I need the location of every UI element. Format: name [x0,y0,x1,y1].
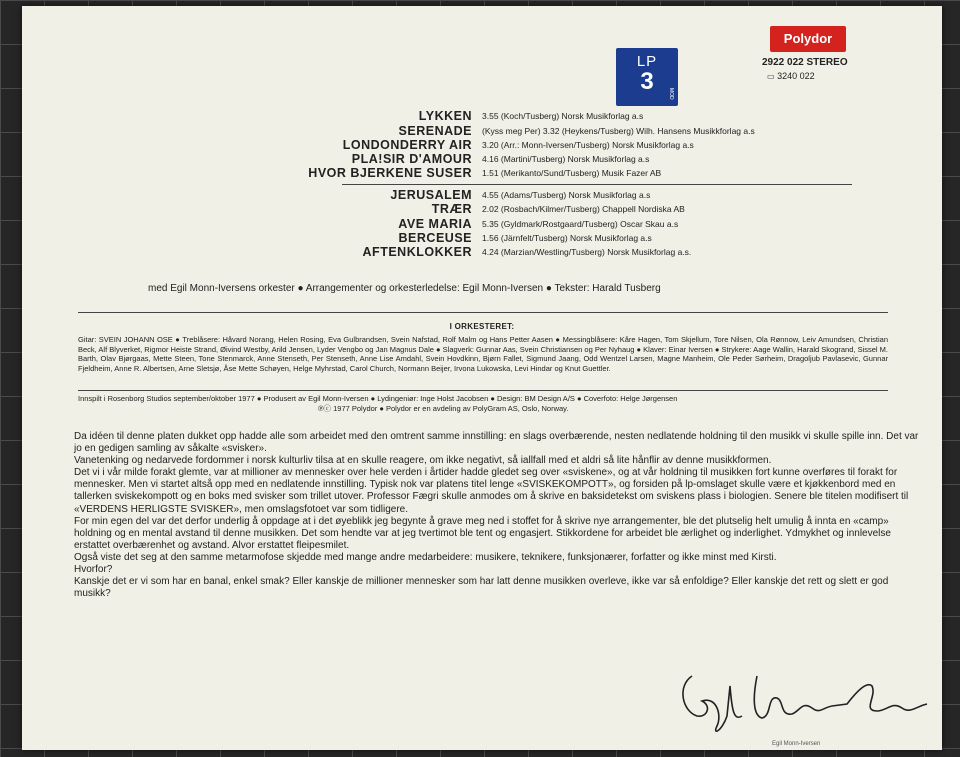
production-line: Innspilt i Rosenborg Studios september/oktober 1977 ● Produsert av Egil Monn-Iversen ● Lydingeniør: Inge Holst Jacobsen ● Design: BM Design A/S ● Coverfoto: Helge Jørgensen [78,394,678,403]
track-title: JERUSALEM [390,188,472,202]
liner-paragraph: For min egen del var det derfor underlig å oppdage at i det øyeblikk jeg begynte å grave meg ned i stoffet for å skrive nye arrangementer, ble det plutselig helt umulig å innta en «camp» holdning og en mental avstand til denne musikken. Det som hendte var at jeg tvertimot ble tent og engasjert. Stikkordene for arbeidet ble ærlighet og inderlighet. Ydmykhet og innlevelse erstattet overbærenhet og avstand. Alvor erstattet fleipesmilet. [74,515,891,551]
track-title: TRÆR [431,202,472,216]
track-title: LONDONDERRY AIR [342,138,472,152]
track-row [22,152,942,167]
liner-paragraph: Hvorfor? [74,564,113,576]
orchestra-members: Gitar: SVEIN JOHANN OSE ● Treblåsere: Håvard Norang, Helen Rosing, Eva Gulbrandsen, Svein Nafstad, Rolf Malm og Hans Petter Aasen ● Messingblåsere: Kåre Hagen, Tom Skjellum, Tore Nilsen, Ola Rønnow, Leiv Amundsen, Christian Beck, Alf Blyverket, Rigmor Heiste Strand, Øivind Westby, Arild Jensen, Lyder Vengbo og Jan Magnus Dale ● Slagverk: Gunnar Aas, Svein Christiansen og Per Nyhaug ● Klaver: Einar Iversen ● Strykere: Aage Wallin, Harald Skogrand, Sissel M. Barth, Olav Bjørgaas, Mette Steen, Tone Stenmarck, Anne Stenseth, Per Stenseth, Anne Lise Amdahl, Svein Hovdkinn, Bjørn Fallet, Sigmund Jaang, Odd Wentzel Larsen, Magne Manheim, Ole Peder Sørheim, Dragoljub Pavlasevic, Gunnar Fjeldheim, Anne R. Albertsen, Arne Sletsjø, Åse Mette Schøyen, Helge Myhrstad, Carol Church, Normann Beijer, Irvona Lukowska, Levi Hindar og Knut Guettler. [78,335,888,373]
catalog-number: 2922 022 STEREO [762,57,848,68]
track-info: 4.16 (Martini/Tusberg) Norsk Musikforlag a.s [482,154,650,164]
track-row [22,231,942,246]
track-info: 3.55 (Koch/Tusberg) Norsk Musikforlag a.s [482,111,644,121]
track-title: SERENADE [398,124,472,138]
lp-badge [616,48,678,106]
track-row [22,217,942,232]
track-title: BERCEUSE [398,231,472,245]
track-title: HVOR BJERKENE SUSER [308,166,472,180]
cassette-icon: ▭ [767,72,775,81]
lp-badge-number: 3 [640,68,654,95]
track-info: 1.56 (Järnfelt/Tusberg) Norsk Musikforlag a.s [482,233,652,243]
orchestra-heading: I ORKESTERET: [449,322,515,331]
track-info: 5.35 (Gyldmark/Rostgaard/Tusberg) Oscar Skau a.s [482,219,679,229]
liner-paragraph: Vanetenking og nedarvede fordommer i norsk kulturliv tilsa at en skulle reagere, om ikke negativt, så iallfall med et aldri så lite hånflir av denne musikkformen. [74,455,772,467]
side-divider [342,184,852,185]
track-row [22,124,942,139]
handwritten-signature [672,656,932,746]
liner-paragraph: Også viste det seg at den samme metarmofose skjedde med mange andre medarbeidere: musikere, teknikere, funksjonærer, forfatter og ikke minst med Kirsti. [74,551,777,563]
section-divider [78,312,888,313]
track-info: 3.20 (Arr.: Monn-Iversen/Tusberg) Norsk Musikforlag a.s [482,140,694,150]
lp-badge-text: LP [636,53,658,70]
track-row [22,109,942,124]
liner-paragraph: Kanskje det er vi som har en banal, enkel smak? Eller kanskje de millioner mennesker som har latt denne musikken overleve, ikke var så enfoldige? Eller kanskje det rett og slett er god musikk? [74,576,889,600]
cassette-number-text: 3240 022 [777,71,815,81]
track-info: 1.51 (Merikanto/Sund/Tusberg) Musik Fazer AB [482,168,662,178]
track-title: PLA!SIR D'AMOUR [351,152,472,166]
credits-line: med Egil Monn-Iversens orkester ● Arrangementer og orkesterledelse: Egil Monn-Iversen ● Tekster: Harald Tusberg [148,283,661,294]
track-row [22,166,942,181]
track-info: (Kyss meg Per) 3.32 (Heykens/Tusberg) Wilh. Hansens Musikkforlag a.s [482,126,755,136]
track-info: 2.02 (Rosbach/Kilmer/Tusberg) Chappell Nordiska AB [482,204,685,214]
track-title: AFTENKLOKKER [362,245,472,259]
track-row [22,245,942,260]
liner-paragraph: Da idéen til denne platen dukket opp hadde alle som arbeidet med den omtrent samme innstilling: en slags overbærende, nesten nedlatende holdning til den musikk vi skulle spille inn. Det var jo en gedigen samling av såkalte «svisker». [74,431,919,455]
track-row [22,188,942,203]
liner-notes [74,431,920,600]
liner-paragraph: Det vi i vår milde forakt glemte, var at millioner av mennesker over hele verden i årtider hadde gledet seg over «sviskene», og at vår holdning til musikken fort kunne overføres til forakt for mennesker. Men vi startet altså opp med en nedlatende innstilling. Typisk nok var platens titel lenge «SVISKEKOMPOTT», og forsiden på lp-omslaget skulle være et kjøkkenbord med en tallerken sviskekompott og en boks med svisker som trillet utover. Professor Fægri skulle anmodes om å skrive en baksidetekst om sviskens plass i biologien. Senere ble titelen modifisert til «VERDENS HERLIGSTE SVISKER», men omslagsfotoet var som tidligere. [74,467,909,515]
copyright-line: ℗ⓒ 1977 Polydor ● Polydor er en avdeling av PolyGram AS, Oslo, Norway. [318,404,569,413]
cassette-number [767,71,815,81]
signature-caption: Egil Monn-Iversen [772,741,821,747]
track-row [22,138,942,153]
track-title: LYKKEN [418,109,472,123]
track-title: AVE MARIA [398,217,472,231]
polydor-logo: Polydor [770,26,846,52]
production-credits [78,394,898,414]
track-info: 4.55 (Adams/Tusberg) Norsk Musikforlag a.s [482,190,651,200]
track-row [22,202,942,217]
record-sleeve-back [22,6,942,750]
track-info: 4.24 (Marzian/Westling/Tusberg) Norsk Musikforlag a.s. [482,247,692,257]
section-divider [78,390,888,391]
lp-badge-small: MOD [668,88,674,100]
